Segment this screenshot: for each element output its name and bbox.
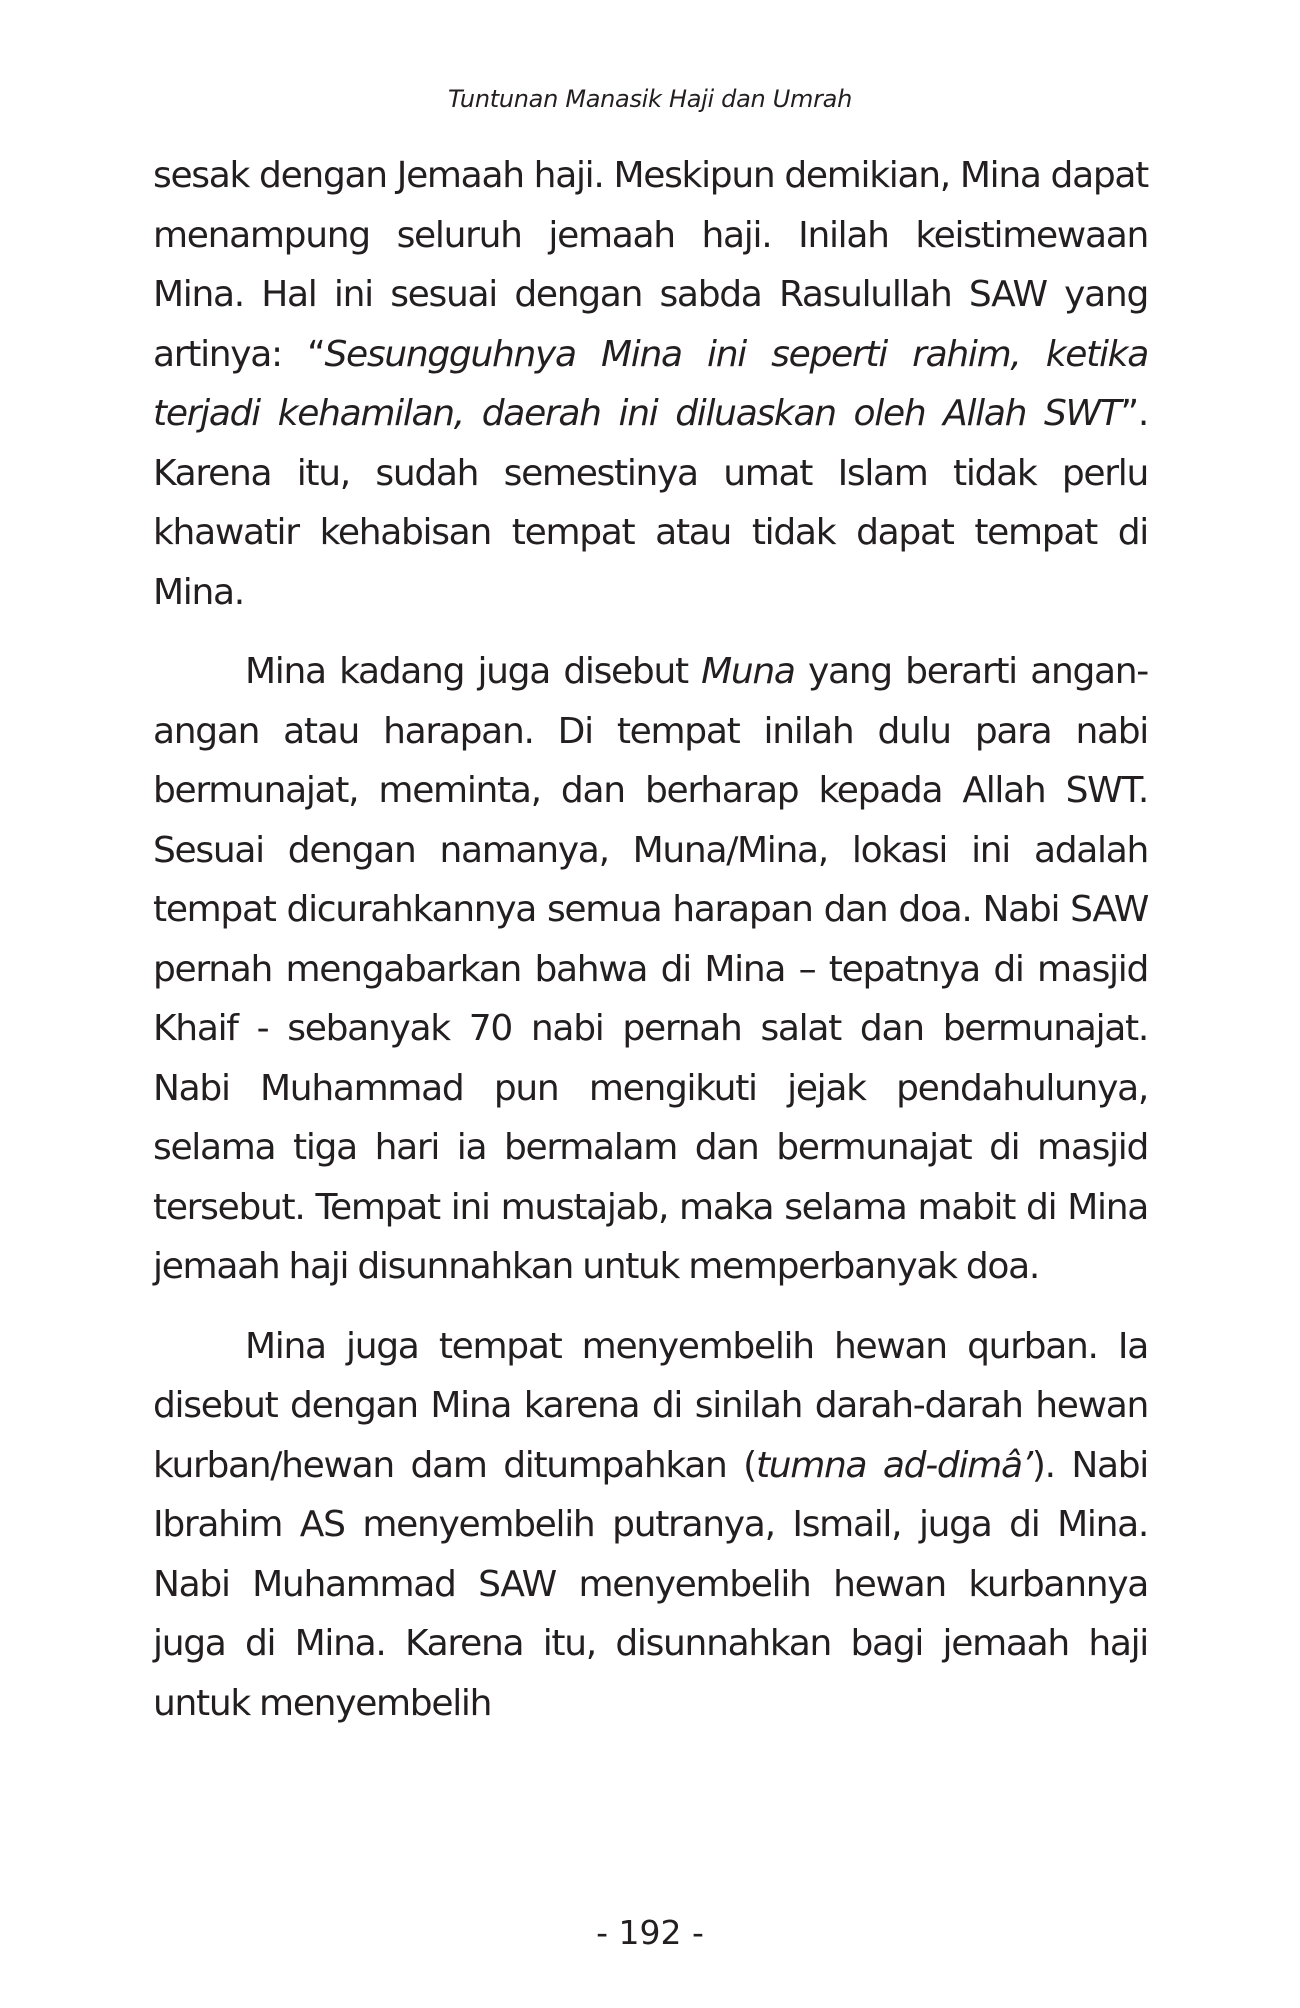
text-segment: yang berarti angan-angan atau harapan. Di tempat inilah dulu para nabi bermunajat, meminta, dan berharap kepada Allah SWT. Sesuai dengan namanya, Muna/Mina, lokasi ini adalah tempat dicurahkannya semua harapan dan doa. Nabi SAW pernah mengabarkan bahwa di Mina – tepatnya di masjid Khaif - sebanyak 70 nabi pernah salat dan bermunajat. Nabi Muhammad pun mengikuti jejak pendahulunya, selama tiga hari ia bermalam dan bermunajat di masjid tersebut. Tempat ini mustajab, maka selama mabit di Mina jemaah haji disunnahkan untuk memperbanyak doa. xyxy=(153,651,1148,1287)
text-segment: ). Nabi Ibrahim AS menyembelih putranya, Ismail, juga di Mina. Nabi Muhammad SAW menyembelih hewan kurbannya juga di Mina. Karena itu, disunnahkan bagi jemaah haji untuk menyembelih xyxy=(153,1444,1149,1724)
body-text xyxy=(153,146,1148,1753)
text-segment: sesak dengan Jemaah haji. Meskipun demikian, Mina dapat menampung seluruh jemaah haji. Inilah keistimewaan Mina. Hal ini sesuai dengan sabda Rasulullah SAW yang artinya: “ xyxy=(153,155,1148,375)
paragraph xyxy=(153,1317,1148,1734)
paragraph xyxy=(153,642,1148,1297)
italic-text: Muna xyxy=(701,651,795,692)
text-segment: Mina juga tempat menyembelih hewan qurban. Ia disebut dengan Mina karena di sinilah darah-darah hewan kurban/hewan dam ditumpahkan ( xyxy=(153,1325,1148,1486)
paragraph xyxy=(153,146,1148,622)
page-number: - 192 - xyxy=(596,1913,704,1952)
text-segment: ”. Karena itu, sudah semestinya umat Islam tidak perlu khawatir kehabisan tempat atau tidak dapat tempat di Mina. xyxy=(153,393,1148,613)
italic-text: tumna ad-dimâ’ xyxy=(755,1444,1032,1486)
text-segment: Mina kadang juga disebut xyxy=(245,651,702,692)
running-header: Tuntunan Manasik Haji dan Umrah xyxy=(447,85,852,113)
italic-text: Sesungguhnya Mina ini seperti rahim, ketika terjadi kehamilan, daerah ini diluaskan oleh Allah SWT xyxy=(153,333,1148,434)
